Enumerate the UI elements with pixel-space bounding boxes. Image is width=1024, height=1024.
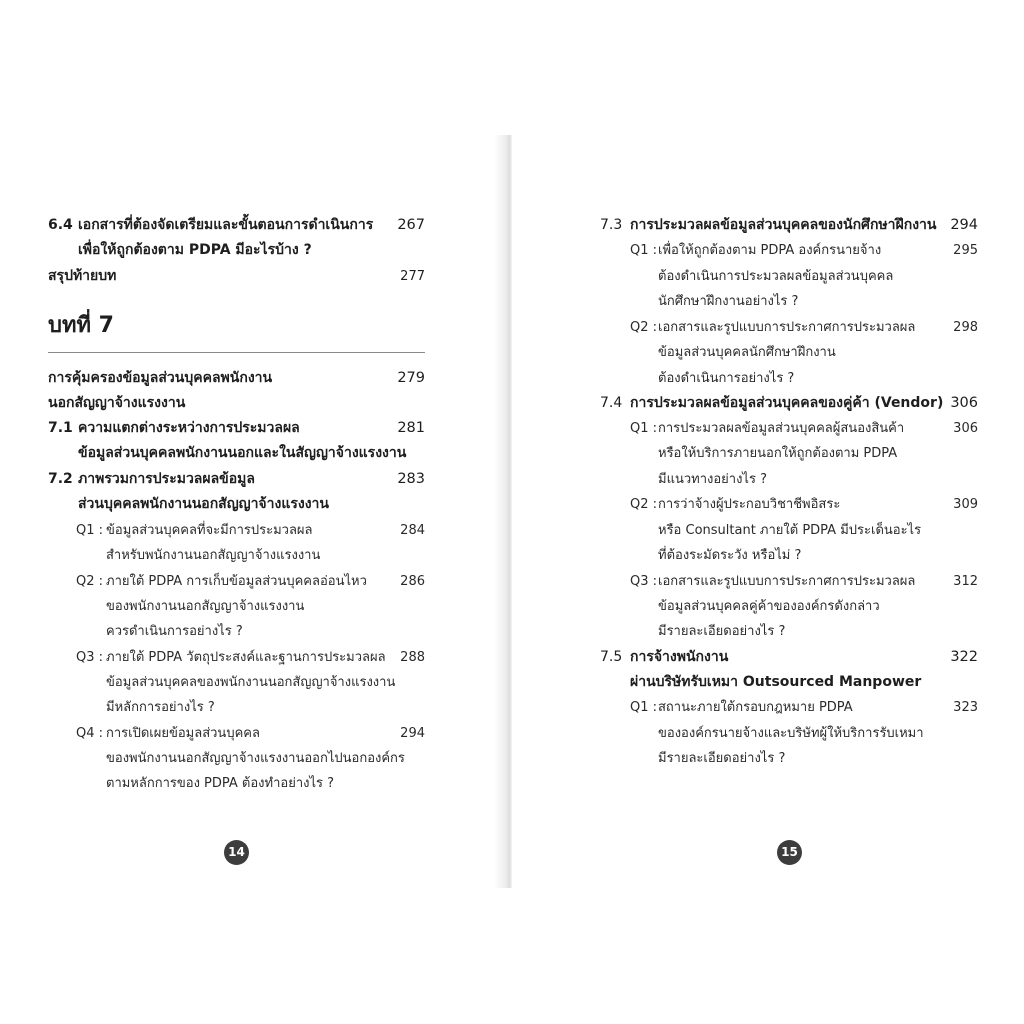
book-gutter-shadow: [494, 135, 512, 888]
page-ref: 312: [953, 574, 978, 589]
chapter-entry-title: การคุ้มครองข้อมูลส่วนบุคคลพนักงาน: [48, 370, 273, 386]
page-ref: 322: [950, 649, 978, 665]
question-title-cont: ต้องดำเนินการอย่างไร ?: [658, 371, 795, 386]
question-label: Q1 :: [630, 421, 658, 436]
page-ref: 284: [400, 523, 425, 538]
question-label: Q1 :: [630, 700, 658, 715]
toc-question-cont: [600, 721, 978, 746]
page-ref: 288: [400, 650, 425, 665]
section-title-cont: เพื่อให้ถูกต้องตาม PDPA มีอะไรบ้าง ?: [78, 242, 312, 258]
page-ref: 309: [953, 497, 978, 512]
chapter-title: บทที่ 7: [48, 313, 114, 338]
section-title: การประมวลผลข้อมูลส่วนบุคคลของคู่ค้า (Vendor): [630, 395, 944, 411]
question-title-cont: หรือให้บริการภายนอกให้ถูกต้องตาม PDPA: [658, 446, 898, 461]
question-title: การเปิดเผยข้อมูลส่วนบุคคล: [106, 726, 260, 741]
page-ref: 306: [950, 395, 978, 411]
question-title-cont: ต้องดำเนินการประมวลผลข้อมูลส่วนบุคคล: [658, 269, 894, 284]
toc-question-cont: [600, 594, 978, 619]
page-ref: 294: [400, 726, 425, 741]
toc-question-cont: [600, 467, 978, 492]
toc-entry-7-5-cont: [600, 670, 978, 695]
section-number: 7.1: [48, 420, 73, 436]
question-title-cont: สำหรับพนักงานนอกสัญญาจ้างแรงงาน: [106, 548, 321, 563]
toc-entry-7-2[interactable]: [48, 467, 425, 492]
toc-entry-7-1-cont: [48, 441, 425, 466]
toc-question-7-2-q4[interactable]: [48, 721, 425, 746]
toc-question-cont: [48, 619, 425, 644]
toc-question-cont: [600, 543, 978, 568]
section-title: ภาพรวมการประมวลผลข้อมูล: [78, 471, 255, 487]
question-label: Q2 :: [76, 574, 104, 589]
toc-question-cont: [600, 366, 978, 391]
section-title-cont: ผ่านบริษัทรับเหมา Outsourced Manpower: [630, 674, 922, 690]
toc-question-7-4-q2[interactable]: [600, 492, 978, 517]
question-title-cont: หรือ Consultant ภายใต้ PDPA มีประเด็นอะไร: [658, 523, 922, 538]
question-title-cont: ตามหลักการของ PDPA ต้องทำอย่างไร ?: [106, 776, 335, 791]
section-title-cont: ข้อมูลส่วนบุคคลพนักงานนอกและในสัญญาจ้างแรงงาน: [78, 445, 407, 461]
toc-question-7-2-q1[interactable]: [48, 518, 425, 543]
toc-question-cont: [600, 289, 978, 314]
toc-question-cont: [600, 441, 978, 466]
toc-entry-7-1[interactable]: [48, 416, 425, 441]
question-title-cont: ข้อมูลส่วนบุคคลนักศึกษาฝึกงาน: [658, 345, 836, 360]
question-title: เอกสารและรูปแบบการประกาศการประมวลผล: [658, 574, 916, 589]
page-number-left: 14: [224, 840, 249, 865]
toc-entry-chapter-7[interactable]: [48, 366, 425, 391]
page-ref: 323: [953, 700, 978, 715]
question-title-cont: มีหลักการอย่างไร ?: [106, 700, 215, 715]
section-number: 6.4: [48, 217, 73, 233]
toc-question-cont: [600, 518, 978, 543]
section-title: ความแตกต่างระหว่างการประมวลผล: [78, 420, 300, 436]
section-title-cont: ส่วนบุคคลพนักงานนอกสัญญาจ้างแรงงาน: [78, 496, 329, 512]
question-title: ภายใต้ PDPA วัตถุประสงค์และฐานการประมวลผล: [106, 650, 386, 665]
question-title: การว่าจ้างผู้ประกอบวิชาชีพอิสระ: [658, 497, 841, 512]
toc-question-cont: [48, 594, 425, 619]
question-label: Q4 :: [76, 726, 104, 741]
toc-question-cont: [600, 746, 978, 771]
toc-entry-6-4[interactable]: [48, 213, 425, 238]
page-ref: 277: [400, 269, 425, 284]
toc-question-cont: [48, 695, 425, 720]
question-title-cont: ข้อมูลส่วนบุคคลคู่ค้าขององค์กรดังกล่าว: [658, 599, 880, 614]
question-label: Q2 :: [630, 497, 658, 512]
page-ref: 286: [400, 574, 425, 589]
page-ref: 294: [950, 217, 978, 233]
toc-entry-chapter-7-cont: [48, 391, 425, 416]
question-title: ภายใต้ PDPA การเก็บข้อมูลส่วนบุคคลอ่อนไหว: [106, 574, 367, 589]
chapter-divider: [48, 352, 425, 353]
question-title-cont: นักศึกษาฝึกงานอย่างไร ?: [658, 294, 799, 309]
question-label: Q1 :: [76, 523, 104, 538]
toc-question-cont: [48, 543, 425, 568]
toc-entry-summary[interactable]: [48, 264, 425, 289]
toc-entry-7-4[interactable]: [600, 391, 978, 416]
question-title: เพื่อให้ถูกต้องตาม PDPA องค์กรนายจ้าง: [658, 243, 882, 258]
toc-entry-7-3[interactable]: [600, 213, 978, 238]
page-ref: 281: [397, 420, 425, 436]
question-title: การประมวลผลข้อมูลส่วนบุคคลผู้สนองสินค้า: [658, 421, 905, 436]
page-ref: 279: [397, 370, 425, 386]
section-number: 7.3: [600, 217, 623, 233]
toc-entry-7-5[interactable]: [600, 645, 978, 670]
section-title: เอกสารที่ต้องจัดเตรียมและขั้นตอนการดำเนินการ: [78, 217, 374, 233]
section-number: 7.4: [600, 395, 623, 411]
question-title-cont: มีรายละเอียดอย่างไร ?: [658, 624, 786, 639]
question-title: เอกสารและรูปแบบการประกาศการประมวลผล: [658, 320, 916, 335]
toc-question-7-4-q1[interactable]: [600, 416, 978, 441]
toc-question-7-3-q2[interactable]: [600, 315, 978, 340]
toc-question-cont: [600, 264, 978, 289]
question-title-cont: ข้อมูลส่วนบุคคลของพนักงานนอกสัญญาจ้างแรงงาน: [106, 675, 396, 690]
page-ref: 306: [953, 421, 978, 436]
toc-question-7-5-q1[interactable]: [600, 695, 978, 720]
toc-question-cont: [48, 746, 425, 771]
question-label: Q3 :: [76, 650, 104, 665]
section-number: 7.5: [600, 649, 623, 665]
question-title-cont: มีรายละเอียดอย่างไร ?: [658, 751, 786, 766]
question-title: สถานะภายใต้กรอบกฎหมาย PDPA: [658, 700, 853, 715]
toc-question-cont: [600, 340, 978, 365]
question-label: Q2 :: [630, 320, 658, 335]
toc-question-cont: [600, 619, 978, 644]
section-title: การประมวลผลข้อมูลส่วนบุคคลของนักศึกษาฝึกงาน: [630, 217, 937, 233]
toc-entry-7-2-cont: [48, 492, 425, 517]
section-title: การจ้างพนักงาน: [630, 649, 729, 665]
question-title-cont: ควรดำเนินการอย่างไร ?: [106, 624, 243, 639]
question-title-cont: ที่ต้องระมัดระวัง หรือไม่ ?: [658, 548, 802, 563]
question-title-cont: ของพนักงานนอกสัญญาจ้างแรงงาน: [106, 599, 305, 614]
page-number-right: 15: [777, 840, 802, 865]
toc-question-7-4-q3[interactable]: [600, 569, 978, 594]
section-number: 7.2: [48, 471, 73, 487]
question-label: Q3 :: [630, 574, 658, 589]
page-ref: 267: [397, 217, 425, 233]
page-ref: 283: [397, 471, 425, 487]
toc-question-cont: [48, 771, 425, 796]
page-ref: 295: [953, 243, 978, 258]
chapter-entry-title-cont: นอกสัญญาจ้างแรงงาน: [48, 395, 186, 411]
page-ref: 298: [953, 320, 978, 335]
toc-question-7-3-q1[interactable]: [600, 238, 978, 263]
question-label: Q1 :: [630, 243, 658, 258]
question-title-cont: ขององค์กรนายจ้างและบริษัทผู้ให้บริการรับเหมา: [658, 726, 924, 741]
toc-question-7-2-q2[interactable]: [48, 569, 425, 594]
section-title: สรุปท้ายบท: [48, 268, 117, 284]
toc-entry-6-4-cont: [48, 238, 425, 263]
question-title-cont: มีแนวทางอย่างไร ?: [658, 472, 767, 487]
question-title-cont: ของพนักงานนอกสัญญาจ้างแรงงานออกไปนอกองค์กร: [106, 751, 405, 766]
toc-question-7-2-q3[interactable]: [48, 645, 425, 670]
question-title: ข้อมูลส่วนบุคคลที่จะมีการประมวลผล: [106, 523, 313, 538]
toc-question-cont: [48, 670, 425, 695]
